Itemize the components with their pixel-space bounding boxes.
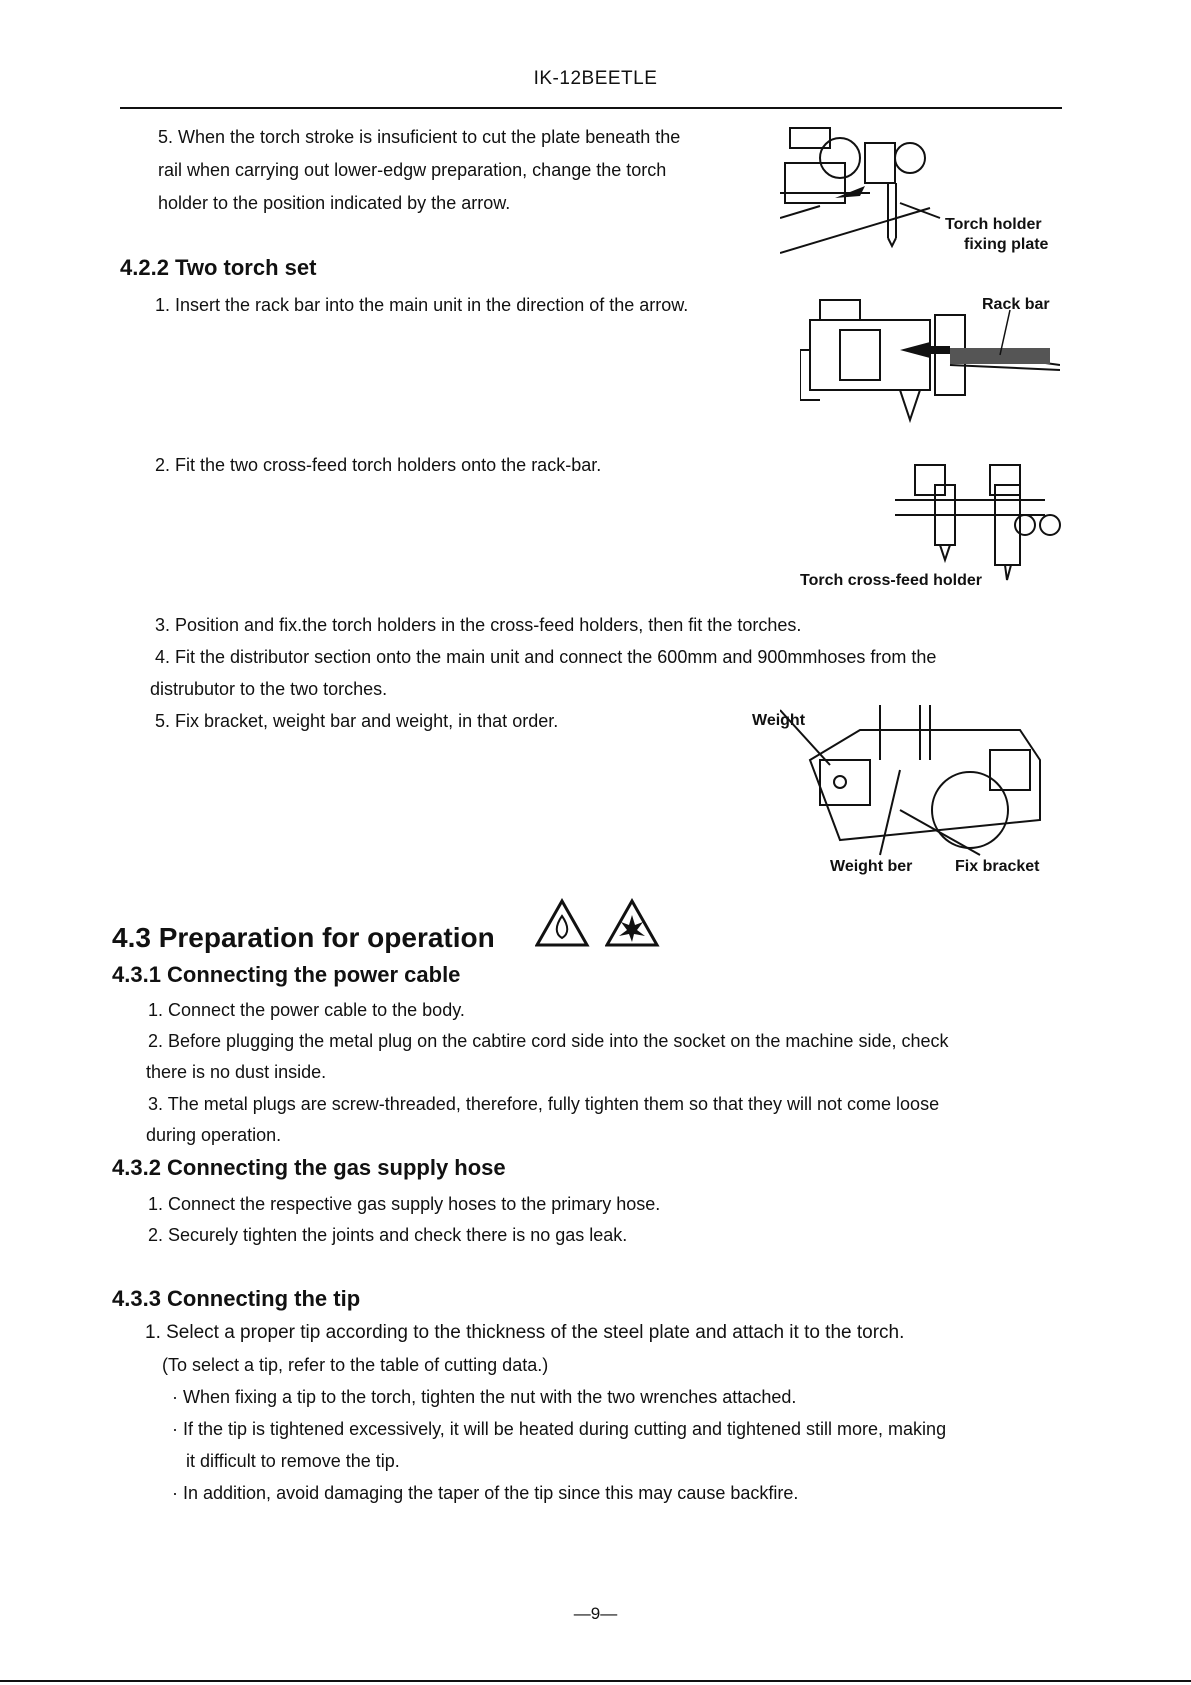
power-cable-step-3b: during operation. — [146, 1125, 282, 1145]
section-4-3-3-heading: 4.3.3 Connecting the tip — [112, 1286, 361, 1311]
cross-feed-holder-figure — [895, 455, 1065, 585]
page-header-title: IK-12BEETLE — [533, 68, 658, 89]
two-torch-step-5: 5. Fix bracket, weight bar and weight, in that order. — [155, 711, 559, 731]
torch-holder-figure — [780, 118, 950, 258]
tip-bullet-2a: · If the tip is tightened excessively, it will be heated during cutting and tightened still more, making — [172, 1419, 947, 1439]
two-torch-step-4a: 4. Fit the distributor section onto the main unit and connect the 600mm and 900mmhoses from the — [155, 647, 937, 667]
two-torch-step-1: 1. Insert the rack bar into the main unit in the direction of the arrow. — [155, 295, 689, 315]
intro-line-3: holder to the position indicated by the arrow. — [158, 193, 511, 213]
torch-holder-label-2: fixing plate — [964, 236, 1049, 253]
intro-line-2: rail when carrying out lower-edgw preparation, change the torch — [158, 160, 667, 180]
two-torch-step-4b: distrubutor to the two torches. — [150, 679, 388, 699]
power-cable-step-1: 1. Connect the power cable to the body. — [148, 1000, 465, 1020]
section-4-3-1-heading: 4.3.1 Connecting the power cable — [112, 962, 461, 987]
torch-holder-label-1: Torch holder — [945, 216, 1042, 233]
explosion-warning-icon — [605, 898, 660, 948]
page-number: —9— — [573, 1604, 618, 1623]
tip-bullet-1: · When fixing a tip to the torch, tighten the nut with the two wrenches attached. — [172, 1387, 797, 1407]
weight-label: Weight — [752, 712, 806, 729]
tip-step-1: 1. Select a proper tip according to the thickness of the steel plate and attach it to the torch. — [145, 1322, 905, 1343]
weight-bar-label: Weight ber — [830, 858, 913, 875]
gas-hose-step-1: 1. Connect the respective gas supply hoses to the primary hose. — [148, 1194, 661, 1214]
power-cable-step-2a: 2. Before plugging the metal plug on the cabtire cord side into the socket on the machine side, check — [148, 1031, 949, 1051]
fix-bracket-label: Fix bracket — [955, 858, 1040, 875]
header-rule — [120, 107, 1062, 109]
two-torch-step-3: 3. Position and fix.the torch holders in the cross-feed holders, then fit the torches. — [155, 615, 802, 635]
tip-bullet-2b: it difficult to remove the tip. — [186, 1451, 400, 1471]
power-cable-step-2b: there is no dust inside. — [146, 1062, 327, 1082]
gas-hose-step-2: 2. Securely tighten the joints and check there is no gas leak. — [148, 1225, 628, 1245]
power-cable-step-3a: 3. The metal plugs are screw-threaded, therefore, fully tighten them so that they will not come loose — [148, 1094, 940, 1114]
cross-feed-holder-label: Torch cross-feed holder — [800, 572, 982, 589]
section-4-3-heading: 4.3 Preparation for operation — [112, 922, 495, 953]
tip-bullet-3: · In addition, avoid damaging the taper of the tip since this may cause backfire. — [172, 1483, 799, 1503]
two-torch-step-2: 2. Fit the two cross-feed torch holders onto the rack-bar. — [155, 455, 602, 475]
section-4-3-2-heading: 4.3.2 Connecting the gas supply hose — [112, 1155, 506, 1180]
footer-rule — [0, 1680, 1191, 1682]
tip-step-1b: (To select a tip, refer to the table of cutting data.) — [162, 1355, 549, 1375]
weight-assembly-figure — [780, 700, 1060, 870]
intro-line-1: 5. When the torch stroke is insuficient to cut the plate beneath the — [158, 127, 681, 147]
rack-bar-label: Rack bar — [982, 296, 1050, 313]
section-4-2-2-heading: 4.2.2 Two torch set — [120, 255, 317, 280]
fire-warning-icon — [535, 898, 590, 948]
